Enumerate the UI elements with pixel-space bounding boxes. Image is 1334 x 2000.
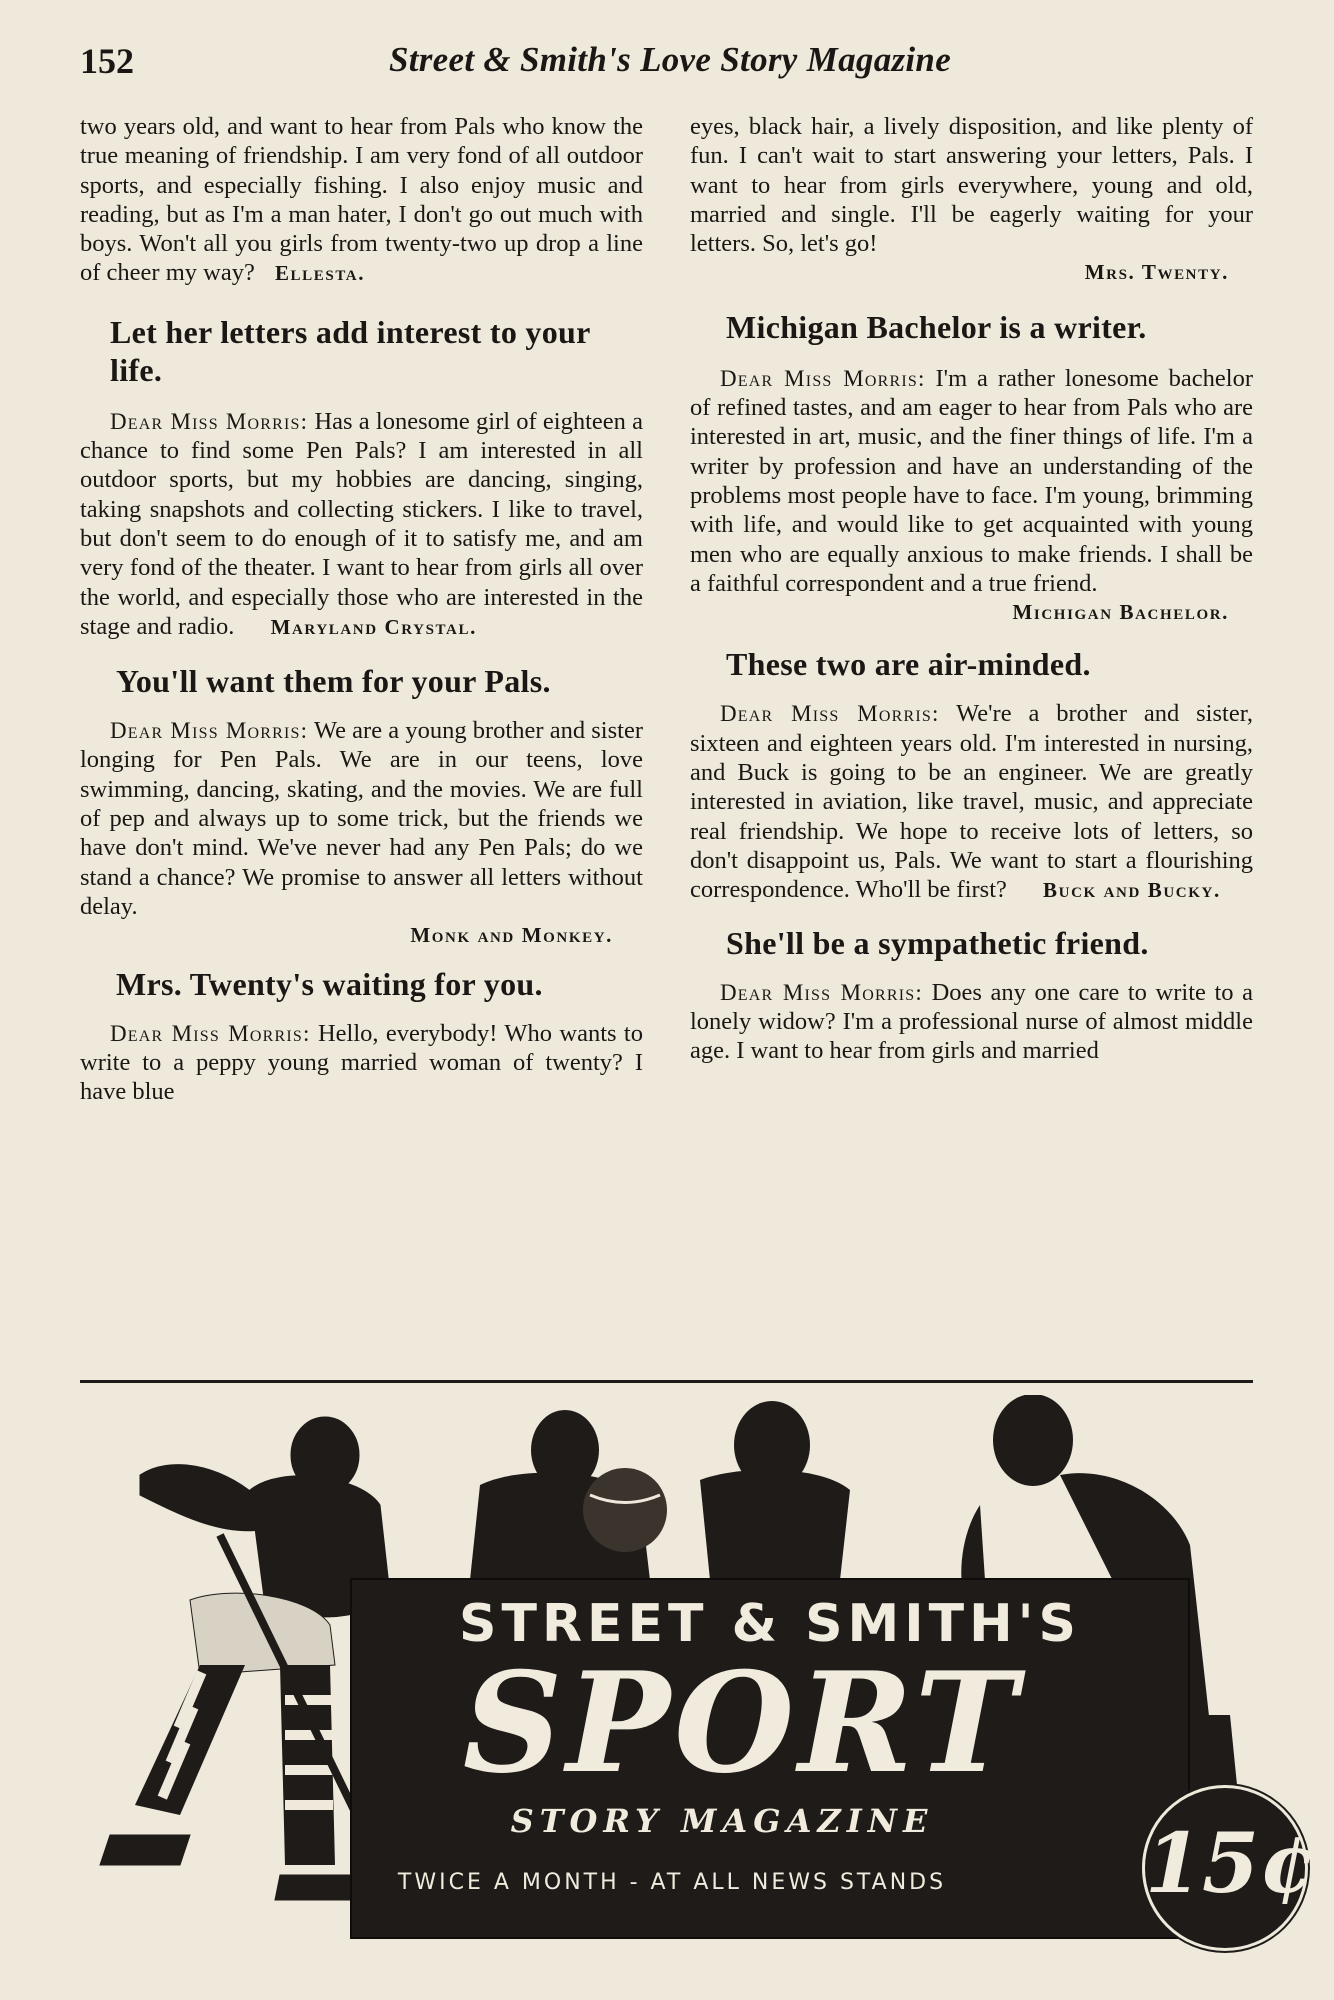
basketball-player-icon [470, 1410, 667, 1580]
letter-salutation: Dear Miss Morris: [110, 718, 309, 744]
letter-heading: Mrs. Twenty's waiting for you. [116, 965, 543, 1002]
letter-signature: Maryland Crystal. [270, 614, 477, 639]
letter-signature: Ellesta. [274, 261, 366, 286]
letter-signature: Michigan Bachelor. [1012, 600, 1229, 625]
divider-rule [80, 1380, 1253, 1383]
letter-body: We're a brother and sister, sixteen and eighteen years old. I'm interested in nursing, and Buck is going to be an engineer. We are greatly interested in aviation, like travel, music, and appreciate real friendship. We hope to receive lots of letters, so don't disappoint us, Pals. We want to start a flourishing correspondence. Who'll be first? [690, 700, 1254, 904]
page-header [80, 40, 1260, 90]
letter-signature: Buck and Bucky. [1043, 878, 1221, 903]
letter-salutation: Dear Miss Morris: [720, 701, 940, 727]
ad-subtitle: STORY MAGAZINE [510, 1802, 934, 1840]
letter-salutation: Dear Miss Morris: [110, 1020, 311, 1046]
football-player-icon [700, 1401, 850, 1580]
letter-body: Hello, everybody! Who wants to write to a peppy young married woman of twenty? I have blue [80, 1019, 643, 1106]
ad-tagline: TWICE A MONTH - AT ALL NEWS STANDS [397, 1870, 947, 1895]
letter-salutation: Dear Miss Morris: [720, 979, 923, 1005]
letter-heading: You'll want them for your Pals. [116, 663, 551, 700]
price-label: 15¢ [1145, 1816, 1317, 1912]
letter-salutation: Dear Miss Morris: [110, 408, 309, 434]
running-head: Street & Smith's Love Story Magazine [388, 40, 952, 79]
letter-body: eyes, black hair, a lively disposition, and like plenty of fun. I can't wait to start answering your letters, Pals. I want to hear from girls everywhere, young and old, married and single. I'll be eagerly waiting for your letters. So, let's go! [690, 113, 1253, 258]
letter-body: Does any one care to write to a lonely widow? I'm a professional nurse of almost middle age. I want to hear from girls and married [690, 978, 1253, 1065]
letter-heading: Let her letters add interest to your life. [110, 313, 591, 388]
sport-story-advertisement [80, 1395, 1317, 1945]
right-column [690, 112, 1253, 1065]
letter-heading: She'll be a sympathetic friend. [726, 924, 1149, 961]
letter-heading: These two are air-minded. [726, 646, 1091, 683]
letter-body: We are a young brother and sister longing for Pen Pals. We are in our teens, love swimming, dancing, skating, and the movies. We are full of pep and always up to some trick, but the friends we have don't mind. We've never had any Pen Pals; do we stand a chance? We promise to answer all letters without delay. [80, 717, 643, 920]
letter-body: two years old, and want to hear from Pals who know the true meaning of friendship. I am very fond of all outdoor sports, and especially fishing. I also enjoy music and reading, but as I'm a man hater, I don't go out much with boys. Won't all you girls from twenty-two up drop a line of cheer my way? [80, 113, 643, 287]
letter-signature: Mrs. Twenty. [1084, 260, 1229, 285]
letter-text [80, 407, 643, 642]
letter-salutation: Dear Miss Morris: [720, 365, 926, 391]
letter-text [80, 716, 643, 921]
ad-title: SPORT [462, 1641, 1022, 1804]
letter-heading: Michigan Bachelor is a writer. [726, 308, 1147, 345]
letter-body: Has a lonesome girl of eighteen a chance to find some Pen Pals? I am interested in all outdoor sports, but my hobbies are dancing, singing, taking snapshots and collecting stickers. I like to travel, but don't seem to do enough of it to satisfy me, and am very fond of the theater. I want to hear from girls all over the world, and especially those who are interested in the stage and radio. [80, 407, 643, 640]
letter-body: I'm a rather lonesome bachelor of refined tastes, and am eager to hear from Pals who are interested in art, music, and the finer things of life. I'm a writer by profession and have an understanding of the problems most people have to face. I'm young, brimming with life, and would like to get acquainted with young men who are equally anxious to make friends. I shall be a faithful correspondent and a true friend. [690, 364, 1253, 597]
ad-banner [350, 1578, 1317, 1939]
letter-text [80, 112, 643, 289]
left-column [80, 112, 643, 1106]
ad-brand: STREET & SMITH'S [459, 1594, 1081, 1654]
price-badge [1142, 1785, 1317, 1951]
page-number: 152 [80, 41, 134, 81]
letter-text [690, 364, 1253, 598]
letter-text [690, 112, 1253, 258]
letter-text [690, 978, 1253, 1066]
letter-text [80, 1019, 643, 1107]
letter-text [690, 699, 1253, 905]
letter-signature: Monk and Monkey. [410, 923, 613, 948]
